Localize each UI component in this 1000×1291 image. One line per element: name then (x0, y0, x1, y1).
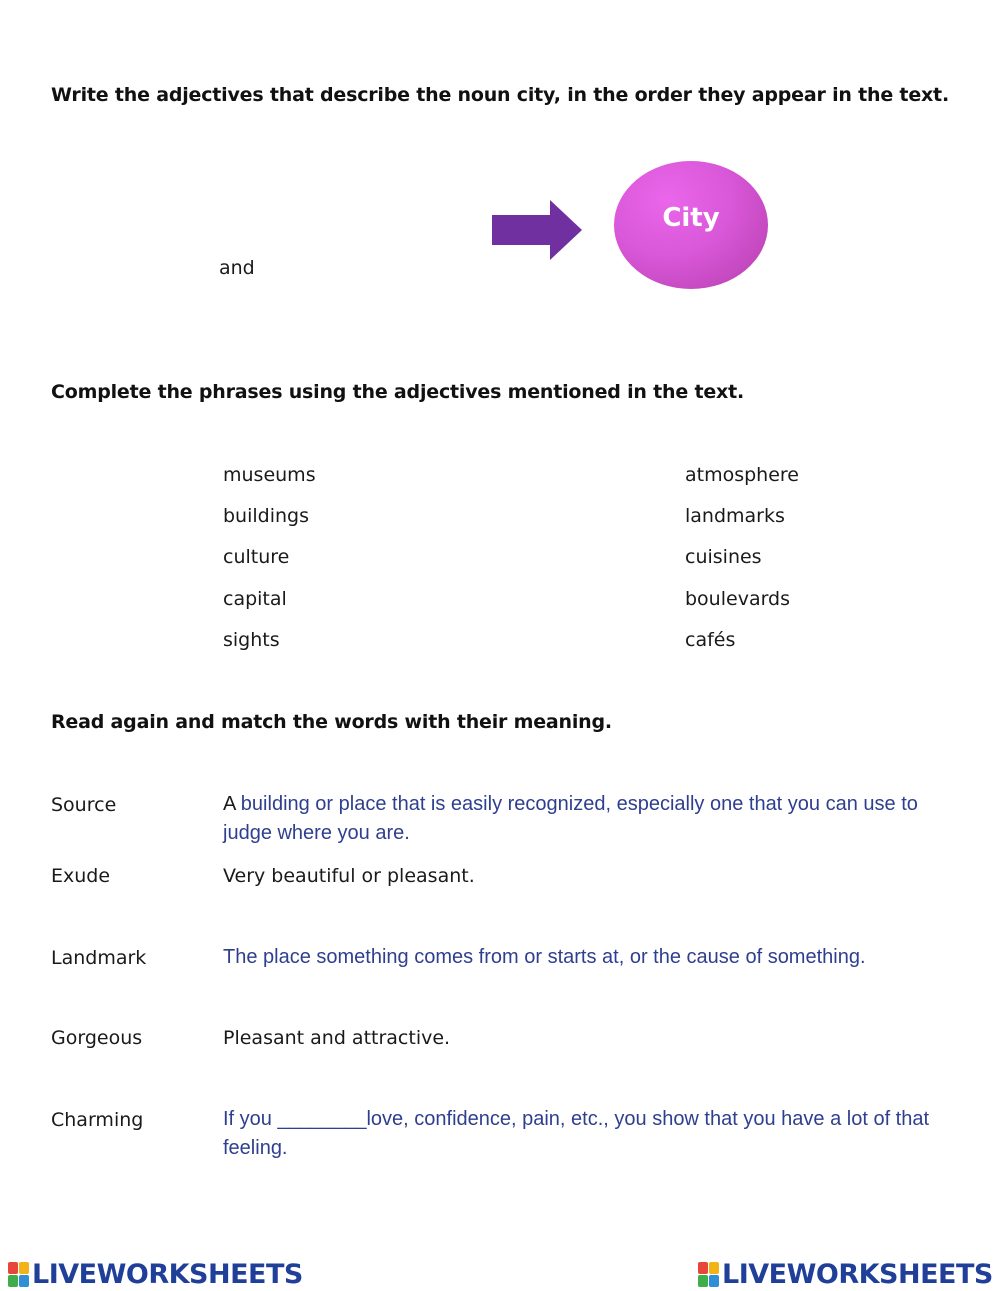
match-word-1: Source (51, 794, 117, 816)
phrase-right-2: landmarks (685, 505, 785, 527)
phrase-left-4: capital (223, 588, 287, 610)
match-word-2: Exude (51, 865, 111, 887)
phrase-left-3: culture (223, 546, 290, 568)
heading-adjectives-city: Write the adjectives that describe the noun city, in the order they appear in the text. (51, 84, 949, 106)
phrase-right-4: boulevards (685, 588, 791, 610)
phrase-left-1: museums (223, 464, 316, 486)
city-circle-label: City (662, 203, 720, 233)
phrase-left-5: sights (223, 629, 280, 651)
right-arrow-icon (492, 200, 582, 260)
logo-mark-icon (8, 1262, 29, 1287)
phrase-right-1: atmosphere (685, 464, 799, 486)
match-word-3: Landmark (51, 947, 147, 969)
match-meaning-5: If you ________love, confidence, pain, etc., you show that you have a lot of that feeling. (223, 1108, 930, 1159)
heading-match-words: Read again and match the words with their meaning. (51, 711, 612, 733)
heading-complete-phrases: Complete the phrases using the adjectives mentioned in the text. (51, 381, 744, 403)
match-meaning-3: The place something comes from or starts at, or the cause of something. (223, 946, 866, 968)
logo-mark-icon (698, 1262, 719, 1287)
match-meaning-2: Very beautiful or pleasant. (223, 865, 475, 887)
phrase-right-5: cafés (685, 629, 736, 651)
phrase-right-3: cuisines (685, 546, 762, 568)
city-circle (614, 161, 768, 289)
match-word-5: Charming (51, 1109, 144, 1131)
match-meaning-4: Pleasant and attractive. (223, 1027, 451, 1049)
logo-text: LIVEWORKSHEETS (32, 1258, 303, 1290)
match-word-4: Gorgeous (51, 1027, 143, 1049)
match-meaning-1-prefix: A (223, 793, 236, 815)
phrase-left-2: buildings (223, 505, 310, 527)
liveworksheets-logo-left (8, 1260, 303, 1288)
logo-text: LIVEWORKSHEETS (722, 1258, 993, 1290)
match-meaning-1 (223, 790, 953, 848)
connector-and: and (219, 257, 255, 279)
match-meaning-1-text: building or place that is easily recognized, especially one that you can use to judge where you are. (223, 793, 918, 844)
liveworksheets-logo-right (698, 1260, 993, 1288)
